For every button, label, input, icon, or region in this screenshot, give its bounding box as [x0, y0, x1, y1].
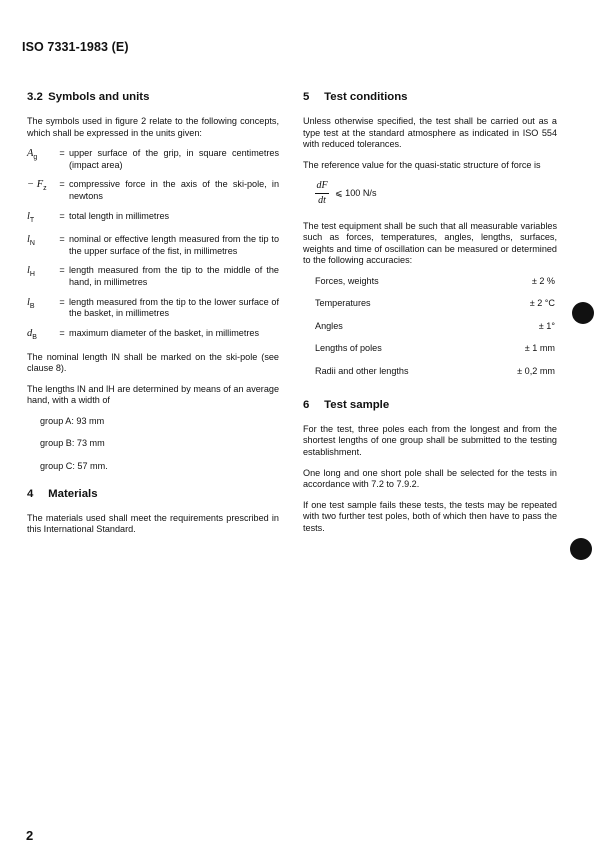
symbol-row [27, 148, 279, 171]
accuracy-label: Angles [315, 320, 343, 331]
accuracy-value: ± 0,2 mm [517, 365, 555, 376]
symbol-row [27, 234, 279, 257]
accuracy-label: Forces, weights [315, 275, 379, 286]
accuracy-value: ± 2 °C [529, 298, 555, 309]
page-number: 2 [26, 828, 34, 843]
section-3-2-heading [27, 90, 279, 104]
test-sample-paragraph-2: One long and one short pole shall be selected for the tests in accordance with 7.2 to 7.9.2. [303, 467, 557, 490]
symbol: $l_B$ [27, 296, 35, 310]
section-4-heading [27, 487, 279, 501]
section-title: Symbols and units [48, 91, 150, 103]
accuracy-table [315, 276, 555, 388]
left-column [27, 90, 279, 545]
denominator: dt [318, 194, 326, 206]
symbol-description: total length in millimetres [69, 210, 170, 221]
symbol: $d_B$ [27, 327, 37, 341]
symbol-description: nominal or effective length measured from the tip to the upper surface of the fist, in millimetres [69, 234, 279, 256]
group-item: group B: 73 mm [40, 438, 105, 449]
section-title: Test conditions [324, 91, 408, 103]
accuracy-row [315, 366, 555, 388]
accuracy-row [315, 321, 555, 343]
symbol-description: maximum diameter of the basket, in millimetres [69, 327, 260, 338]
accuracy-row [315, 276, 555, 298]
materials-text: The materials used shall meet the requirements prescribed in this International Standard. [27, 512, 279, 535]
section-6-heading [303, 398, 557, 412]
fraction-bar [315, 193, 329, 194]
section-5-heading [303, 90, 557, 104]
accuracy-label: Radii and other lengths [315, 365, 409, 376]
accuracy-value: ± 2 % [531, 275, 555, 286]
equals-sign: = [59, 234, 65, 245]
force-rate-formula [315, 180, 557, 206]
equals-sign: = [59, 179, 65, 190]
symbol-description: length measured from the tip to the middle of the hand, in millimetres [69, 265, 279, 288]
symbol-row [27, 297, 279, 320]
section-number: 5 [303, 91, 310, 103]
test-conditions-paragraph: Unless otherwise specified, the test shall be carried out as a type test at the standard atmosphere as indicated in ISO 554 with reduced tolerances. [303, 116, 557, 150]
test-sample-paragraph-3: If one test sample fails these tests, the tests may be repeated with two further test poles, both of which then have to pass the tests. [303, 499, 557, 534]
reference-value-paragraph: The reference value for the quasi-static structure of force is [303, 159, 541, 170]
equals-sign: = [59, 265, 65, 276]
section-title: Materials [48, 487, 98, 500]
equals-sign: = [59, 296, 65, 307]
accuracy-label: Temperatures [315, 298, 371, 309]
group-item: group C: 57 mm. [40, 461, 108, 472]
symbol: $l_T$ [27, 210, 35, 224]
document-id: ISO 7331-1983 (E) [22, 40, 129, 54]
accuracy-value: ± 1° [538, 320, 555, 331]
symbol: $l_N$ [27, 234, 35, 248]
symbol: $A_g$ [27, 148, 38, 162]
accuracy-row [315, 298, 555, 320]
symbol-row [27, 265, 279, 288]
test-equipment-paragraph: The test equipment shall be such that all measurable variables such as forces, temperatures, angles, lengths, surfaces, weights and time of oscillation can be measured or determined to the following accuracies: [303, 220, 557, 266]
accuracy-label: Lengths of poles [315, 343, 382, 354]
symbol: − $F_z$ [27, 179, 47, 193]
symbol-description: length measured from the tip to the lower surface of the basket, in millimetres [69, 296, 279, 319]
symbol-row [27, 179, 279, 202]
section-number: 3.2 [27, 91, 43, 103]
numerator: dF [316, 180, 328, 192]
group-list [40, 416, 279, 473]
lengths-note: The lengths lN and lH are determined by means of an average hand, with a width of [27, 383, 279, 406]
fraction [315, 180, 329, 206]
symbol: $l_H$ [27, 265, 35, 279]
test-sample-paragraph-1: For the test, three poles each from the longest and from the shortest lengths of one group shall be submitted to the testing establishment. [303, 423, 557, 458]
symbol-row [27, 328, 279, 344]
section-title: Test sample [324, 398, 390, 411]
binding-hole-mark [570, 538, 592, 560]
section-number: 4 [27, 487, 34, 500]
right-column [303, 90, 557, 544]
symbol-list [27, 148, 279, 343]
group-item: group A: 93 mm [40, 415, 105, 426]
section-number: 6 [303, 398, 310, 411]
equals-sign: = [59, 327, 65, 338]
symbol-row [27, 211, 279, 227]
binding-hole-mark [572, 302, 594, 324]
symbols-intro: The symbols used in figure 2 relate to the following concepts, which shall be expressed in the units given: [27, 116, 279, 138]
accuracy-value: ± 1 mm [524, 343, 555, 354]
nominal-length-note: The nominal length lN shall be marked on the ski-pole (see clause 8). [27, 351, 279, 374]
equals-sign: = [59, 148, 65, 159]
symbol-description: upper surface of the grip, in square centimetres (impact area) [69, 148, 279, 170]
equals-sign: = [59, 210, 65, 221]
accuracy-row [315, 343, 555, 365]
symbol-description: compressive force in the axis of the ski-pole, in newtons [69, 179, 279, 201]
formula-relation: ⩽ 100 N/s [335, 187, 377, 198]
